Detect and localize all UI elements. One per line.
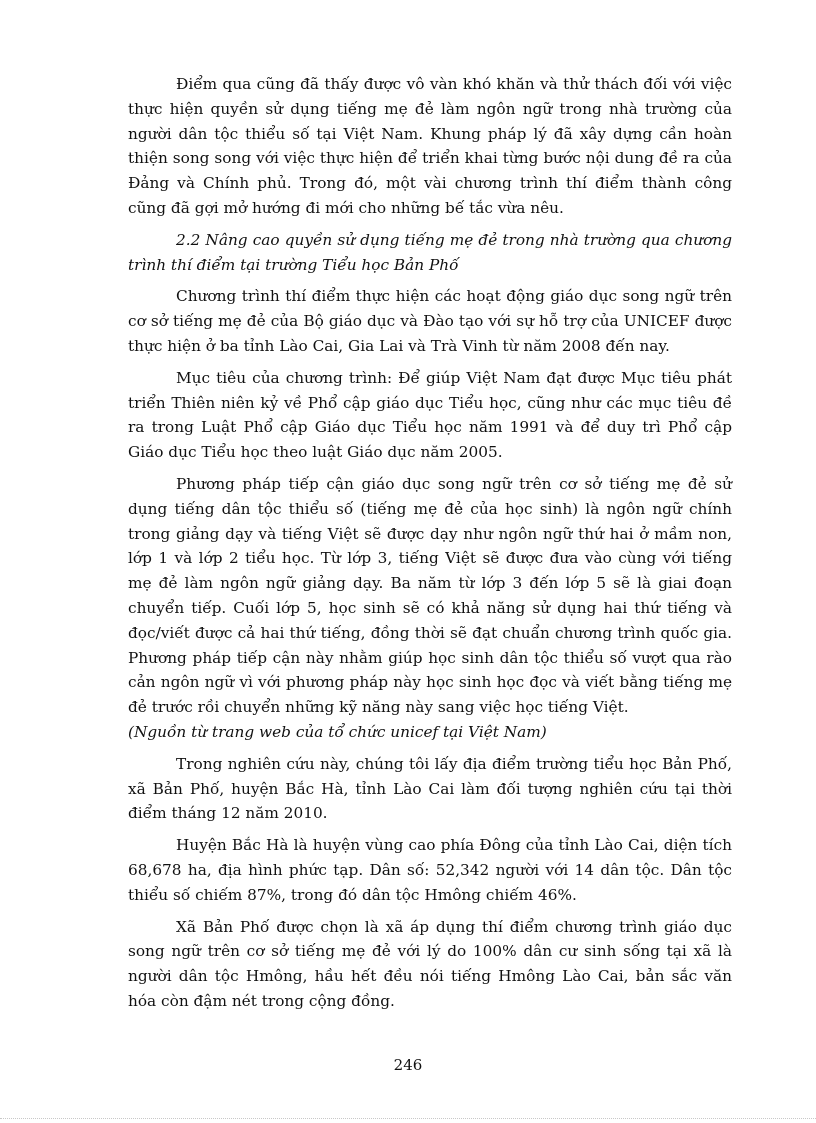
page-body bbox=[128, 72, 732, 1021]
district-paragraph: Huyện Bắc Hà là huyện vùng cao phía Đông của tỉnh Lào Cai, diện tích 68,678 ha, địa hình phức tạp. Dân số: 52,342 người với 14 dân tộc. Dân tộc thiểu số chiếm 87%, trong đó dân tộc Hmông chiếm 46%. bbox=[128, 836, 732, 904]
approach-text: Phương pháp tiếp cận giáo dục song ngữ trên cơ sở tiếng mẹ đẻ sử dụng tiếng dân tộc thiểu số (tiếng mẹ đẻ của học sinh) là ngôn ngữ chính trong giảng dạy và tiếng Việt sẽ được dạy như ngôn ngữ thứ hai ở mầm non, lớp 1 và lớp 2 tiểu học. Từ lớp 3, tiếng Việt sẽ được đưa vào cùng với tiếng mẹ đẻ làm ngôn ngữ giảng dạy. Ba năm từ lớp 3 đến lớp 5 sẽ là giai đoạn chuyển tiếp. Cuối lớp 5, học sinh sẽ có khả năng sử dụng hai thứ tiếng và đọc/viết được cả hai thứ tiếng, đồng thời sẽ đạt chuẩn chương trình quốc gia. Phương pháp tiếp cận này nhằm giúp học sinh dân tộc thiểu số vượt qua rào cản ngôn ngữ vì với phương pháp này học sinh học đọc và viết bằng tiếng mẹ đẻ trước rồi chuyển những kỹ năng này sang việc học tiếng Việt. bbox=[128, 474, 732, 717]
source-citation: (Nguồn từ trang web của tổ chức unicef tại Việt Nam) bbox=[128, 722, 547, 741]
study-site-paragraph: Trong nghiên cứu này, chúng tôi lấy địa điểm trường tiểu học Bản Phố, xã Bản Phố, huyện Bắc Hà, tỉnh Lào Cai làm đối tượng nghiên cứu tại thời điểm tháng 12 năm 2010. bbox=[128, 754, 732, 823]
intro-paragraph: Điểm qua cũng đã thấy được vô vàn khó khăn và thử thách đối với việc thực hiện quyền sử dụng tiếng mẹ đẻ làm ngôn ngữ trong nhà trường của người dân tộc thiểu số tại Việt Nam. Khung pháp lý đã xây dựng cần hoàn thiện song song với việc thực hiện để triển khai từng bước nội dung đề ra của Đảng và Chính phủ. Trong đó, một vài chương trình thí điểm thành công cũng đã gợi mở hướng đi mới cho những bế tắc vừa nêu. bbox=[128, 75, 732, 217]
section-heading: 2.2 Nâng cao quyền sử dụng tiếng mẹ đẻ trong nhà trường qua chương trình thí điểm tại trường Tiểu học Bản Phố bbox=[128, 230, 732, 274]
approach-paragraph bbox=[128, 472, 732, 745]
commune-paragraph: Xã Bản Phố được chọn là xã áp dụng thí điểm chương trình giáo dục song ngữ trên cơ sở tiếng mẹ đẻ với lý do 100% dân cư sinh sống tại xã là người dân tộc Hmông, hầu hết đều nói tiếng Hmông Lào Cai, bản sắc văn hóa còn đậm nét trong cộng đồng. bbox=[128, 917, 732, 1010]
objective-paragraph: Mục tiêu của chương trình: Để giúp Việt Nam đạt được Mục tiêu phát triển Thiên niên kỷ về Phổ cập giáo dục Tiểu học, cũng như các mục tiêu đề ra trong Luật Phổ cập Giáo dục Tiểu học năm 1991 và để duy trì Phổ cập Giáo dục Tiểu học theo luật Giáo dục năm 2005. bbox=[128, 368, 732, 462]
footer-divider bbox=[0, 1118, 816, 1119]
page-number: 246 bbox=[393, 1056, 423, 1074]
program-paragraph: Chương trình thí điểm thực hiện các hoạt động giáo dục song ngữ trên cơ sở tiếng mẹ đẻ của Bộ giáo dục và Đào tạo với sự hỗ trợ của UNICEF được thực hiện ở ba tỉnh Lào Cai, Gia Lai và Trà Vinh từ năm 2008 đến nay. bbox=[128, 287, 732, 355]
